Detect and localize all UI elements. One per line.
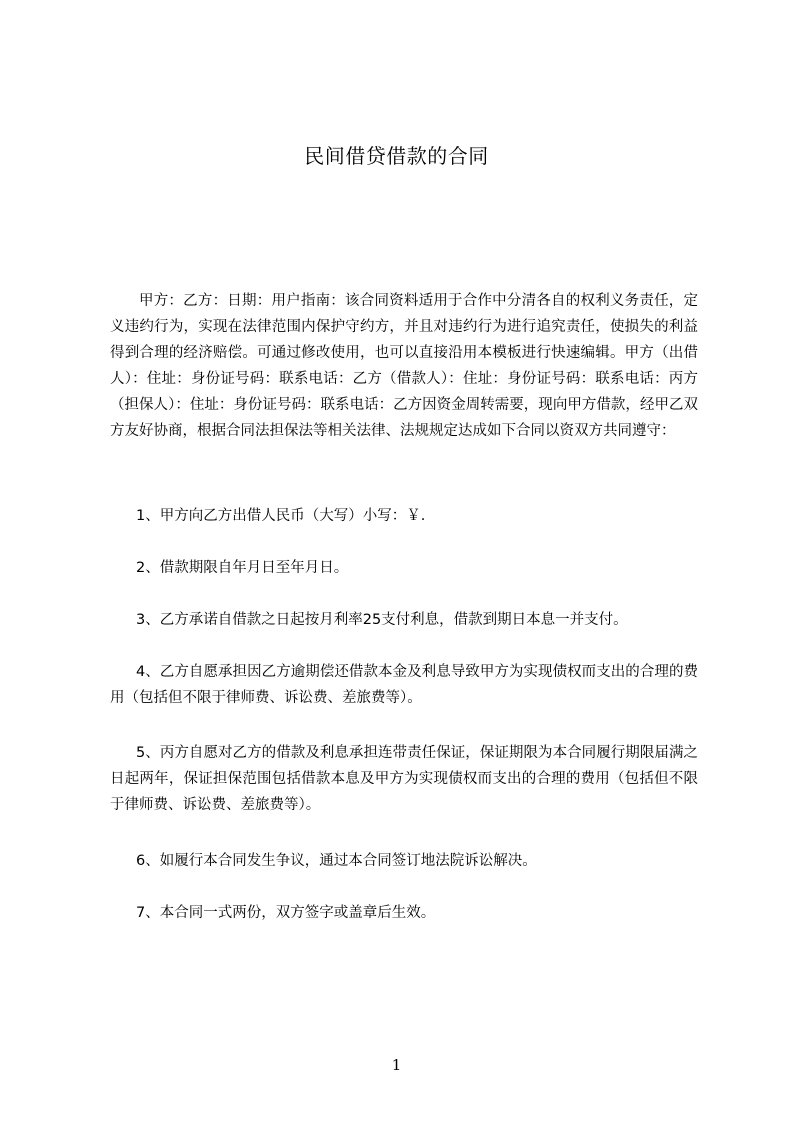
- clause-6: 6、如履行本合同发生争议，通过本合同签订地法院诉讼解决。: [136, 853, 537, 869]
- page-number: 1: [391, 1056, 402, 1074]
- clause-3: 3、乙方承诺自借款之日起按月利率25支付利息，借款到期日本息一并支付。: [136, 612, 628, 628]
- clause-2: 2、借款期限自年月日至年月日。: [136, 560, 349, 576]
- intro-paragraph: 甲方：乙方：日期：用户指南：该合同资料适用于合作中分清各自的权利义务责任，定义违约行为，实现在法律范围内保护守约方，并且对违约行为进行追究责任，使损失的利益得到合理的经济赔偿。可通过修改使用，也可以直接沿用本模板进行快速编辑。甲方（出借人）：住址：身份证号码：联系电话：乙方（借款人）：住址：身份证号码：联系电话：丙方（担保人）：住址：身份证号码：联系电话：乙方因资金周转需要，现向甲方借款，经甲乙双方友好协商，根据合同法担保法等相关法律、法规规定达成如下合同以资双方共同遵守：: [110, 293, 698, 439]
- clause-7: 7、本合同一式两份，双方签字或盖章后生效。: [136, 905, 436, 921]
- clause-1: 1、甲方向乙方出借人民币（大写）小写：￥.: [136, 508, 426, 524]
- clause-4: 4、乙方自愿承担因乙方逾期偿还借款本金及利息导致甲方为实现债权而支出的合理的费用（包括但不限于律师费、诉讼费、差旅费等）。: [110, 664, 698, 706]
- clause-5: 5、丙方自愿对乙方的借款及利息承担连带责任保证，保证期限为本合同履行期限届满之日起两年，保证担保范围包括借款本息及甲方为实现债权而支出的合理的费用（包括但不限于律师费、诉讼费、差旅费等）。: [110, 745, 698, 813]
- document-title: 民间借贷借款的合同: [304, 144, 489, 168]
